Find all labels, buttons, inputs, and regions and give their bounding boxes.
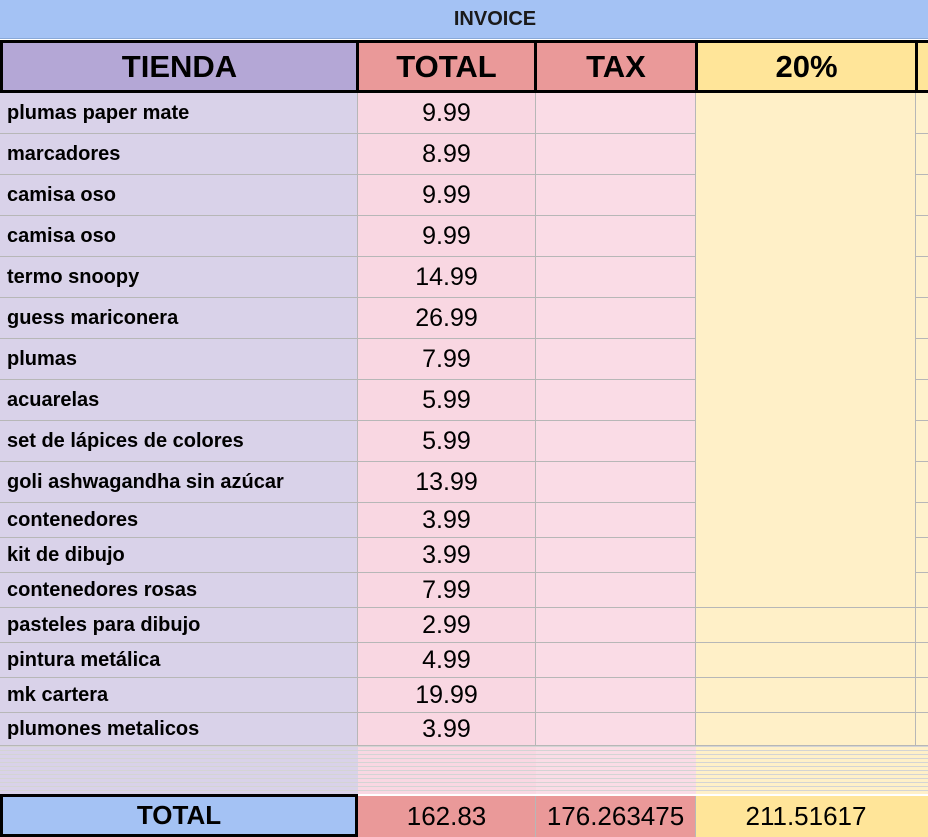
item-tax-cell[interactable] — [536, 678, 696, 713]
item-tax-cell[interactable] — [536, 380, 696, 421]
item-total-cell[interactable]: 8.99 — [358, 134, 536, 175]
item-name-cell[interactable]: mk cartera — [0, 678, 358, 713]
item-name-cell[interactable]: guess mariconera — [0, 298, 358, 339]
item-total-cell[interactable]: 5.99 — [358, 421, 536, 462]
header-total[interactable]: TOTAL — [356, 40, 537, 93]
item-pct-cell[interactable] — [696, 462, 916, 503]
item-extra-cell[interactable] — [916, 462, 928, 503]
item-tax-cell[interactable] — [536, 462, 696, 503]
item-pct-cell[interactable] — [696, 573, 916, 608]
item-extra-cell[interactable] — [916, 175, 928, 216]
item-total-cell[interactable]: 14.99 — [358, 257, 536, 298]
footer-pct-value[interactable]: 211.51617 — [696, 796, 916, 837]
footer-total-value[interactable]: 162.83 — [358, 796, 536, 837]
item-pct-cell[interactable] — [696, 643, 916, 678]
item-extra-cell[interactable] — [916, 713, 928, 746]
item-total-cell[interactable]: 3.99 — [358, 503, 536, 538]
item-total-cell[interactable]: 9.99 — [358, 175, 536, 216]
item-tax-cell[interactable] — [536, 216, 696, 257]
item-name-cell[interactable]: acuarelas — [0, 380, 358, 421]
header-tax[interactable]: TAX — [534, 40, 698, 93]
item-name-cell[interactable]: camisa oso — [0, 175, 358, 216]
item-extra-cell[interactable] — [916, 421, 928, 462]
item-pct-cell[interactable] — [696, 421, 916, 462]
item-total-cell[interactable]: 19.99 — [358, 678, 536, 713]
item-name-cell[interactable]: contenedores rosas — [0, 573, 358, 608]
item-tax-cell[interactable] — [536, 257, 696, 298]
item-total-cell[interactable]: 5.99 — [358, 380, 536, 421]
item-total-cell[interactable]: 9.99 — [358, 216, 536, 257]
item-pct-cell[interactable] — [696, 538, 916, 573]
item-tax-cell[interactable] — [536, 643, 696, 678]
item-extra-cell[interactable] — [916, 380, 928, 421]
item-tax-cell[interactable] — [536, 175, 696, 216]
item-name-cell[interactable]: plumones metalicos — [0, 713, 358, 746]
item-pct-cell[interactable] — [696, 134, 916, 175]
empty-row-lines — [536, 746, 696, 794]
item-total-cell[interactable]: 2.99 — [358, 608, 536, 643]
item-pct-cell[interactable] — [696, 713, 916, 746]
item-tax-cell[interactable] — [536, 573, 696, 608]
item-tax-cell[interactable] — [536, 608, 696, 643]
footer-tax-value[interactable]: 176.263475 — [536, 796, 696, 837]
item-tax-cell[interactable] — [536, 538, 696, 573]
item-tax-cell[interactable] — [536, 503, 696, 538]
item-total-cell[interactable]: 9.99 — [358, 93, 536, 134]
item-pct-cell[interactable] — [696, 175, 916, 216]
footer-extra-cell[interactable] — [916, 796, 928, 837]
item-name-cell[interactable]: termo snoopy — [0, 257, 358, 298]
item-name-cell[interactable]: camisa oso — [0, 216, 358, 257]
item-tax-cell[interactable] — [536, 421, 696, 462]
empty-row-lines — [696, 746, 928, 794]
item-pct-cell[interactable] — [696, 298, 916, 339]
item-name-cell[interactable]: pintura metálica — [0, 643, 358, 678]
footer-total-label[interactable]: TOTAL — [0, 794, 358, 837]
item-extra-cell[interactable] — [916, 538, 928, 573]
item-tax-cell[interactable] — [536, 93, 696, 134]
item-name-cell[interactable]: pasteles para dibujo — [0, 608, 358, 643]
empty-row-lines — [0, 746, 358, 794]
item-name-cell[interactable]: contenedores — [0, 503, 358, 538]
item-extra-cell[interactable] — [916, 298, 928, 339]
item-tax-cell[interactable] — [536, 134, 696, 175]
item-extra-cell[interactable] — [916, 573, 928, 608]
item-tax-cell[interactable] — [536, 298, 696, 339]
item-pct-cell[interactable] — [696, 380, 916, 421]
item-pct-cell[interactable] — [696, 678, 916, 713]
item-extra-cell[interactable] — [916, 134, 928, 175]
item-total-cell[interactable]: 3.99 — [358, 713, 536, 746]
item-name-cell[interactable]: marcadores — [0, 134, 358, 175]
item-extra-cell[interactable] — [916, 678, 928, 713]
header-pct[interactable]: 20% — [695, 40, 918, 93]
item-total-cell[interactable]: 26.99 — [358, 298, 536, 339]
item-name-cell[interactable]: plumas paper mate — [0, 93, 358, 134]
item-pct-cell[interactable] — [696, 503, 916, 538]
item-name-cell[interactable]: plumas — [0, 339, 358, 380]
item-tax-cell[interactable] — [536, 339, 696, 380]
header-store[interactable]: TIENDA — [0, 40, 359, 93]
item-name-cell[interactable]: set de lápices de colores — [0, 421, 358, 462]
item-pct-cell[interactable] — [696, 93, 916, 134]
item-name-cell[interactable]: goli ashwagandha sin azúcar — [0, 462, 358, 503]
item-tax-cell[interactable] — [536, 713, 696, 746]
item-name-cell[interactable]: kit de dibujo — [0, 538, 358, 573]
item-extra-cell[interactable] — [916, 608, 928, 643]
item-total-cell[interactable]: 13.99 — [358, 462, 536, 503]
item-extra-cell[interactable] — [916, 93, 928, 134]
item-pct-cell[interactable] — [696, 339, 916, 380]
item-total-cell[interactable]: 7.99 — [358, 573, 536, 608]
empty-row-lines — [358, 746, 536, 794]
item-total-cell[interactable]: 7.99 — [358, 339, 536, 380]
invoice-title[interactable]: INVOICE — [453, 8, 537, 30]
item-total-cell[interactable]: 3.99 — [358, 538, 536, 573]
header-extra-cell[interactable] — [918, 40, 928, 93]
item-pct-cell[interactable] — [696, 608, 916, 643]
item-pct-cell[interactable] — [696, 216, 916, 257]
item-total-cell[interactable]: 4.99 — [358, 643, 536, 678]
item-extra-cell[interactable] — [916, 339, 928, 380]
item-extra-cell[interactable] — [916, 257, 928, 298]
item-extra-cell[interactable] — [916, 643, 928, 678]
item-extra-cell[interactable] — [916, 503, 928, 538]
item-pct-cell[interactable] — [696, 257, 916, 298]
item-extra-cell[interactable] — [916, 216, 928, 257]
